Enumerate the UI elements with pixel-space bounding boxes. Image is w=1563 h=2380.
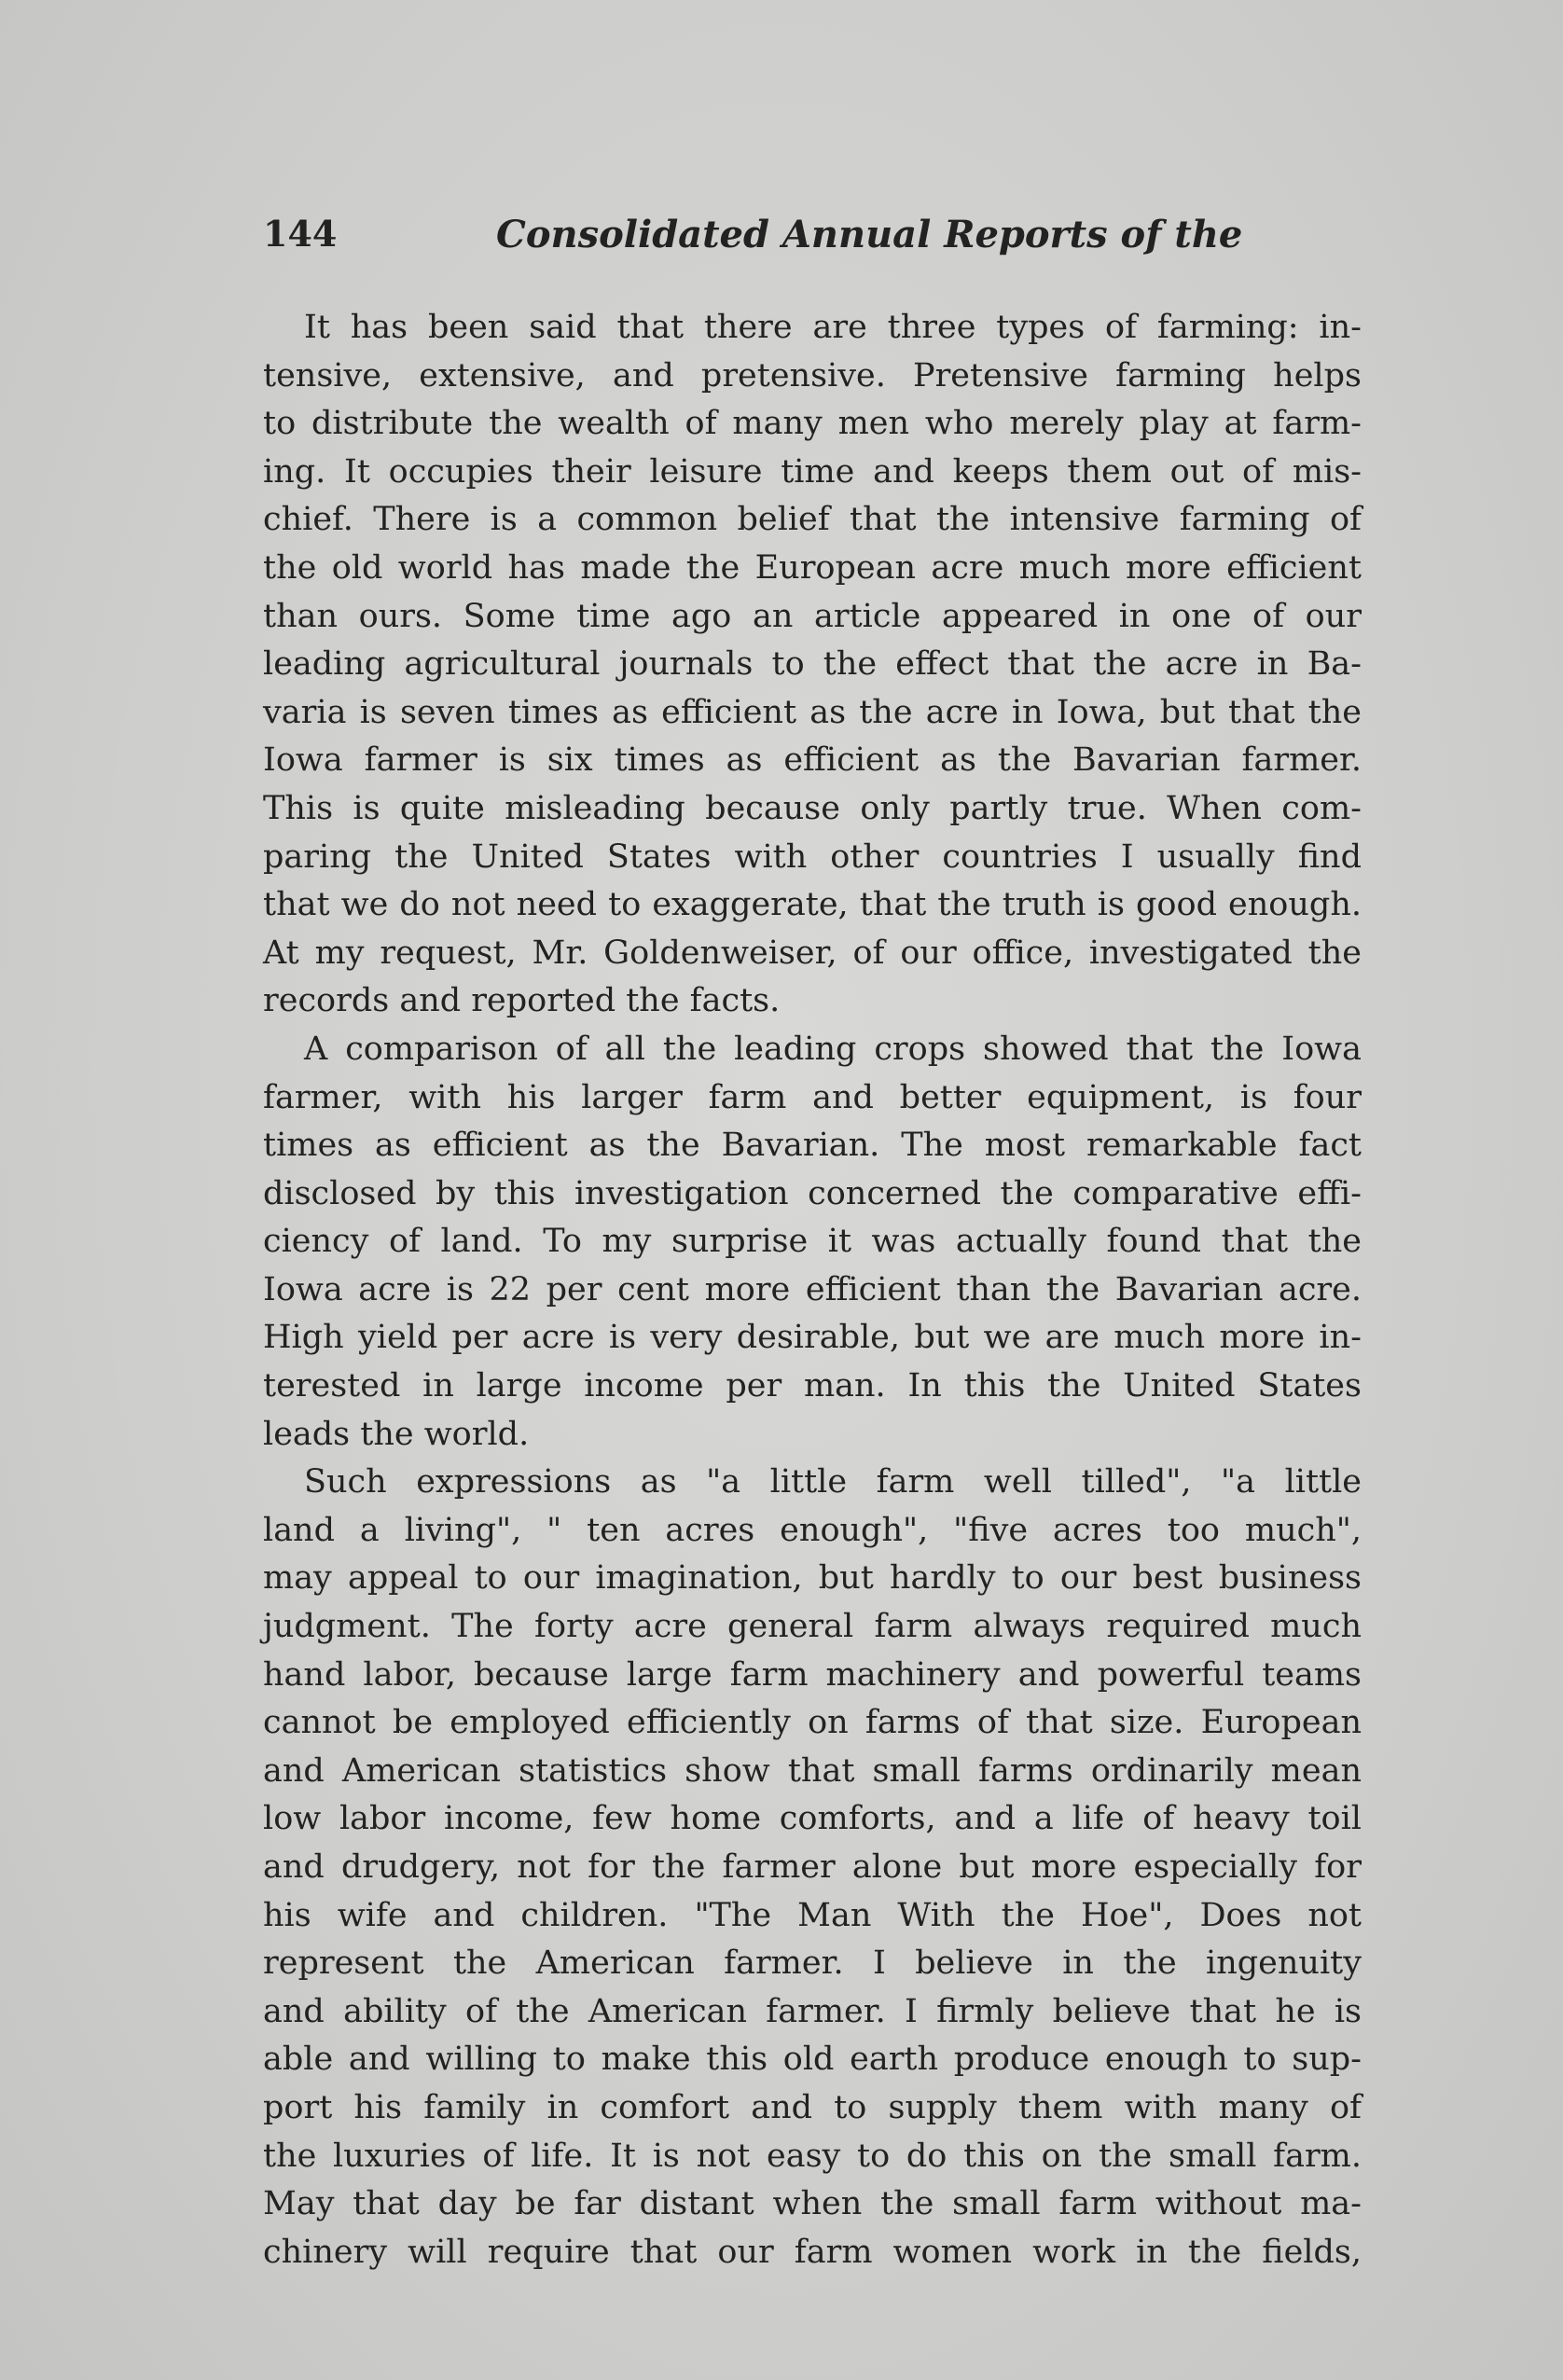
- text-line: and ability of the American farmer. I firmly believe that he is: [263, 1992, 1362, 2030]
- text-line: leading agricultural journals to the effect that the acre in Ba-: [263, 645, 1362, 684]
- text-line: ciency of land. To my surprise it was actually found that the: [263, 1223, 1362, 1261]
- text-line: the old world has made the European acre much more efficient: [263, 548, 1362, 587]
- body-text: [263, 304, 1362, 2276]
- text-line: leads the world.: [263, 1415, 530, 1453]
- text-line: May that day be far distant when the small farm without ma-: [263, 2185, 1362, 2223]
- text-line: ing. It occupies their leisure time and keeps them out of mis-: [263, 452, 1362, 491]
- text-line: disclosed by this investigation concerned the comparative effi-: [263, 1174, 1362, 1212]
- text-line: his wife and children. "The Man With the Hoe", Does not: [263, 1896, 1362, 1934]
- page-header: [263, 213, 1354, 269]
- text-line: High yield per acre is very desirable, but we are much more in-: [263, 1319, 1362, 1357]
- text-line: may appeal to our imagination, but hardly to our best business: [263, 1559, 1362, 1598]
- page-number: 144: [263, 213, 338, 255]
- text-line: able and willing to make this old earth produce enough to sup-: [263, 2041, 1362, 2079]
- text-line: represent the American farmer. I believe in the ingenuity: [263, 1944, 1362, 1983]
- text-line: chief. There is a common belief that the intensive farming of: [263, 501, 1362, 539]
- text-line: At my request, Mr. Goldenweiser, of our office, investigated the: [263, 934, 1362, 972]
- text-line: It has been said that there are three types of farming: in-: [304, 309, 1362, 346]
- text-line: paring the United States with other countries I usually find: [263, 837, 1362, 876]
- text-line: Such expressions as "a little farm well tilled", "a little: [304, 1463, 1362, 1501]
- text-line: that we do not need to exaggerate, that the truth is good enough.: [263, 886, 1362, 924]
- text-line: the luxuries of life. It is not easy to do this on the small farm.: [263, 2137, 1362, 2175]
- text-line: than ours. Some time ago an article appeared in one of our: [263, 597, 1362, 635]
- text-line: low labor income, few home comforts, and a life of heavy toil: [263, 1800, 1362, 1838]
- text-line: records and reported the facts.: [263, 982, 781, 1020]
- text-line: and American statistics show that small farms ordinarily mean: [263, 1751, 1362, 1790]
- text-line: chinery will require that our farm women work in the fields,: [263, 2233, 1362, 2271]
- text-line: hand labor, because large farm machinery and powerful teams: [263, 1655, 1362, 1694]
- text-line: times as efficient as the Bavarian. The most remarkable fact: [263, 1127, 1362, 1165]
- text-line: to distribute the wealth of many men who merely play at farm-: [263, 405, 1362, 443]
- text-line: farmer, with his larger farm and better equipment, is four: [263, 1078, 1362, 1116]
- text-line: This is quite misleading because only partly true. When com-: [263, 789, 1362, 827]
- text-line: land a living", " ten acres enough", "five acres too much",: [263, 1511, 1362, 1549]
- text-line: cannot be employed efficiently on farms of that size. European: [263, 1704, 1362, 1742]
- text-line: Iowa acre is 22 per cent more efficient than the Bavarian acre.: [263, 1270, 1362, 1308]
- text-line: varia is seven times as efficient as the acre in Iowa, but that the: [263, 693, 1362, 731]
- text-line: and drudgery, not for the farmer alone but more especially for: [263, 1848, 1362, 1886]
- text-line: Iowa farmer is six times as efficient as the Bavarian farmer.: [263, 741, 1362, 780]
- text-line: port his family in comfort and to supply them with many of: [263, 2088, 1362, 2126]
- text-line: A comparison of all the leading crops showed that the Iowa: [304, 1030, 1362, 1068]
- running-head: Consolidated Annual Reports of the: [496, 213, 1243, 256]
- text-line: tensive, extensive, and pretensive. Pretensive farming helps: [263, 356, 1362, 394]
- text-line: judgment. The forty acre general farm always required much: [263, 1608, 1362, 1646]
- text-line: terested in large income per man. In this the United States: [263, 1367, 1362, 1405]
